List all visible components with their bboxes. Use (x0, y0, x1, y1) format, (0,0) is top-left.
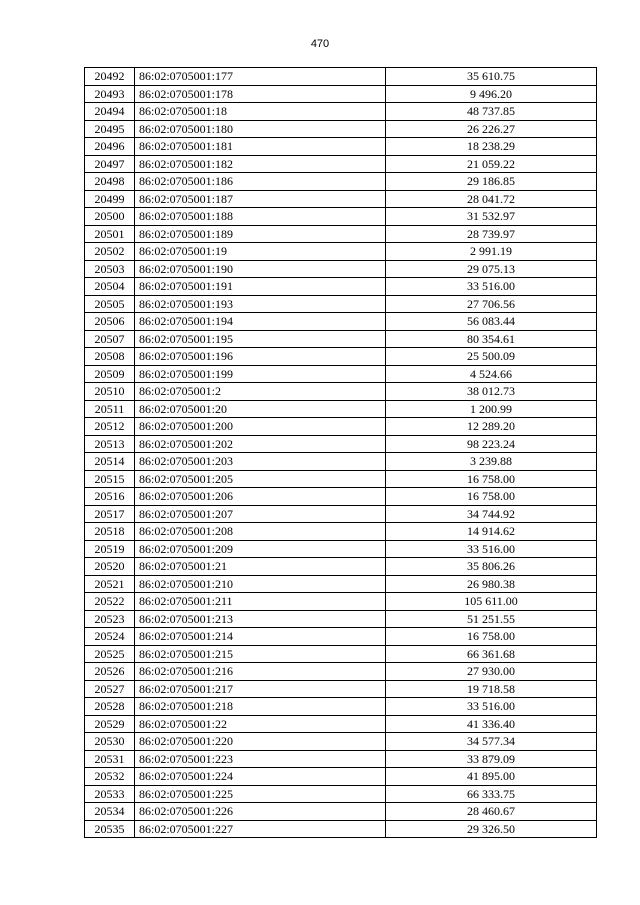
cadastral-value: 28 739.97 (386, 225, 597, 243)
table-row (85, 628, 597, 646)
cadastral-value: 12 289.20 (386, 418, 597, 436)
table-row (85, 173, 597, 191)
cadastral-value: 28 460.67 (386, 803, 597, 821)
row-number: 20516 (85, 488, 135, 506)
cadastral-value: 34 577.34 (386, 733, 597, 751)
cadastral-number: 86:02:0705001:205 (135, 470, 386, 488)
row-number: 20513 (85, 435, 135, 453)
table-row (85, 435, 597, 453)
cadastral-number: 86:02:0705001:182 (135, 155, 386, 173)
table-row (85, 313, 597, 331)
row-number: 20507 (85, 330, 135, 348)
cadastral-value: 26 980.38 (386, 575, 597, 593)
table-row (85, 208, 597, 226)
cadastral-number: 86:02:0705001:202 (135, 435, 386, 453)
cadastral-value: 33 879.09 (386, 750, 597, 768)
cadastral-value: 34 744.92 (386, 505, 597, 523)
row-number: 20508 (85, 348, 135, 366)
table-row (85, 715, 597, 733)
cadastral-number: 86:02:0705001:193 (135, 295, 386, 313)
table-row (85, 103, 597, 121)
cadastral-number: 86:02:0705001:223 (135, 750, 386, 768)
cadastral-number: 86:02:0705001:213 (135, 610, 386, 628)
cadastral-value: 29 075.13 (386, 260, 597, 278)
cadastral-number: 86:02:0705001:208 (135, 523, 386, 541)
row-number: 20510 (85, 383, 135, 401)
row-number: 20503 (85, 260, 135, 278)
cadastral-value: 16 758.00 (386, 470, 597, 488)
cadastral-value: 25 500.09 (386, 348, 597, 366)
table-row (85, 575, 597, 593)
row-number: 20514 (85, 453, 135, 471)
row-number: 20522 (85, 593, 135, 611)
cadastral-value: 33 516.00 (386, 698, 597, 716)
cadastral-number: 86:02:0705001:209 (135, 540, 386, 558)
cadastral-value: 98 223.24 (386, 435, 597, 453)
row-number: 20535 (85, 820, 135, 838)
cadastral-number: 86:02:0705001:187 (135, 190, 386, 208)
table-row (85, 243, 597, 261)
row-number: 20519 (85, 540, 135, 558)
cadastral-value: 29 186.85 (386, 173, 597, 191)
table-row (85, 138, 597, 156)
cadastral-table (84, 67, 597, 838)
cadastral-value: 41 336.40 (386, 715, 597, 733)
cadastral-value: 29 326.50 (386, 820, 597, 838)
row-number: 20495 (85, 120, 135, 138)
cadastral-value: 27 706.56 (386, 295, 597, 313)
cadastral-value: 66 361.68 (386, 645, 597, 663)
table-row (85, 120, 597, 138)
row-number: 20529 (85, 715, 135, 733)
cadastral-number: 86:02:0705001:190 (135, 260, 386, 278)
cadastral-number: 86:02:0705001:178 (135, 85, 386, 103)
row-number: 20523 (85, 610, 135, 628)
cadastral-value: 4 524.66 (386, 365, 597, 383)
cadastral-number: 86:02:0705001:224 (135, 768, 386, 786)
table-row (85, 348, 597, 366)
cadastral-value: 1 200.99 (386, 400, 597, 418)
row-number: 20521 (85, 575, 135, 593)
cadastral-number: 86:02:0705001:216 (135, 663, 386, 681)
row-number: 20515 (85, 470, 135, 488)
row-number: 20524 (85, 628, 135, 646)
table-row (85, 663, 597, 681)
row-number: 20525 (85, 645, 135, 663)
table-body (85, 68, 597, 838)
cadastral-value: 14 914.62 (386, 523, 597, 541)
row-number: 20498 (85, 173, 135, 191)
cadastral-number: 86:02:0705001:20 (135, 400, 386, 418)
table-row (85, 85, 597, 103)
table-row (85, 295, 597, 313)
table-row (85, 523, 597, 541)
cadastral-number: 86:02:0705001:203 (135, 453, 386, 471)
cadastral-value: 35 610.75 (386, 68, 597, 86)
cadastral-number: 86:02:0705001:180 (135, 120, 386, 138)
cadastral-number: 86:02:0705001:226 (135, 803, 386, 821)
row-number: 20530 (85, 733, 135, 751)
cadastral-number: 86:02:0705001:177 (135, 68, 386, 86)
table-row (85, 558, 597, 576)
row-number: 20496 (85, 138, 135, 156)
cadastral-value: 2 991.19 (386, 243, 597, 261)
cadastral-number: 86:02:0705001:210 (135, 575, 386, 593)
row-number: 20500 (85, 208, 135, 226)
table-row (85, 260, 597, 278)
cadastral-number: 86:02:0705001:220 (135, 733, 386, 751)
cadastral-value: 27 930.00 (386, 663, 597, 681)
cadastral-number: 86:02:0705001:189 (135, 225, 386, 243)
table-row (85, 488, 597, 506)
table-row (85, 820, 597, 838)
cadastral-number: 86:02:0705001:211 (135, 593, 386, 611)
cadastral-value: 38 012.73 (386, 383, 597, 401)
cadastral-value: 19 718.58 (386, 680, 597, 698)
cadastral-value: 16 758.00 (386, 488, 597, 506)
cadastral-number: 86:02:0705001:186 (135, 173, 386, 191)
row-number: 20533 (85, 785, 135, 803)
table-row (85, 278, 597, 296)
row-number: 20511 (85, 400, 135, 418)
cadastral-number: 86:02:0705001:217 (135, 680, 386, 698)
table-row (85, 680, 597, 698)
cadastral-number: 86:02:0705001:199 (135, 365, 386, 383)
table-row (85, 453, 597, 471)
table-row (85, 365, 597, 383)
row-number: 20497 (85, 155, 135, 173)
cadastral-number: 86:02:0705001:191 (135, 278, 386, 296)
table-row (85, 733, 597, 751)
cadastral-number: 86:02:0705001:207 (135, 505, 386, 523)
row-number: 20518 (85, 523, 135, 541)
table-row (85, 225, 597, 243)
cadastral-number: 86:02:0705001:22 (135, 715, 386, 733)
table-row (85, 330, 597, 348)
cadastral-number: 86:02:0705001:196 (135, 348, 386, 366)
row-number: 20504 (85, 278, 135, 296)
cadastral-number: 86:02:0705001:195 (135, 330, 386, 348)
row-number: 20509 (85, 365, 135, 383)
row-number: 20505 (85, 295, 135, 313)
table-row (85, 768, 597, 786)
cadastral-number: 86:02:0705001:18 (135, 103, 386, 121)
cadastral-number: 86:02:0705001:225 (135, 785, 386, 803)
table-row (85, 418, 597, 436)
page-number: 470 (310, 38, 330, 50)
row-number: 20526 (85, 663, 135, 681)
table-row (85, 68, 597, 86)
cadastral-number: 86:02:0705001:188 (135, 208, 386, 226)
row-number: 20532 (85, 768, 135, 786)
cadastral-value: 48 737.85 (386, 103, 597, 121)
table-row (85, 698, 597, 716)
table-row (85, 785, 597, 803)
table-row (85, 610, 597, 628)
cadastral-number: 86:02:0705001:206 (135, 488, 386, 506)
cadastral-value: 80 354.61 (386, 330, 597, 348)
cadastral-value: 18 238.29 (386, 138, 597, 156)
row-number: 20501 (85, 225, 135, 243)
cadastral-value: 105 611.00 (386, 593, 597, 611)
cadastral-number: 86:02:0705001:194 (135, 313, 386, 331)
cadastral-number: 86:02:0705001:214 (135, 628, 386, 646)
cadastral-value: 51 251.55 (386, 610, 597, 628)
cadastral-value: 3 239.88 (386, 453, 597, 471)
table-row (85, 470, 597, 488)
cadastral-value: 9 496.20 (386, 85, 597, 103)
table-row (85, 750, 597, 768)
cadastral-number: 86:02:0705001:21 (135, 558, 386, 576)
row-number: 20493 (85, 85, 135, 103)
row-number: 20506 (85, 313, 135, 331)
cadastral-value: 33 516.00 (386, 278, 597, 296)
row-number: 20527 (85, 680, 135, 698)
table-row (85, 803, 597, 821)
cadastral-value: 26 226.27 (386, 120, 597, 138)
cadastral-number: 86:02:0705001:218 (135, 698, 386, 716)
cadastral-number: 86:02:0705001:227 (135, 820, 386, 838)
cadastral-value: 31 532.97 (386, 208, 597, 226)
row-number: 20520 (85, 558, 135, 576)
row-number: 20512 (85, 418, 135, 436)
table-row (85, 505, 597, 523)
row-number: 20494 (85, 103, 135, 121)
table-row (85, 190, 597, 208)
row-number: 20528 (85, 698, 135, 716)
cadastral-value: 21 059.22 (386, 155, 597, 173)
table-row (85, 645, 597, 663)
table-row (85, 540, 597, 558)
table-row (85, 593, 597, 611)
cadastral-value: 66 333.75 (386, 785, 597, 803)
row-number: 20502 (85, 243, 135, 261)
cadastral-value: 35 806.26 (386, 558, 597, 576)
row-number: 20517 (85, 505, 135, 523)
row-number: 20492 (85, 68, 135, 86)
cadastral-number: 86:02:0705001:200 (135, 418, 386, 436)
table-row (85, 383, 597, 401)
cadastral-value: 56 083.44 (386, 313, 597, 331)
row-number: 20534 (85, 803, 135, 821)
cadastral-value: 28 041.72 (386, 190, 597, 208)
cadastral-value: 33 516.00 (386, 540, 597, 558)
cadastral-number: 86:02:0705001:215 (135, 645, 386, 663)
row-number: 20499 (85, 190, 135, 208)
cadastral-number: 86:02:0705001:2 (135, 383, 386, 401)
row-number: 20531 (85, 750, 135, 768)
cadastral-number: 86:02:0705001:181 (135, 138, 386, 156)
table-row (85, 155, 597, 173)
cadastral-number: 86:02:0705001:19 (135, 243, 386, 261)
table-row (85, 400, 597, 418)
cadastral-value: 16 758.00 (386, 628, 597, 646)
cadastral-value: 41 895.00 (386, 768, 597, 786)
